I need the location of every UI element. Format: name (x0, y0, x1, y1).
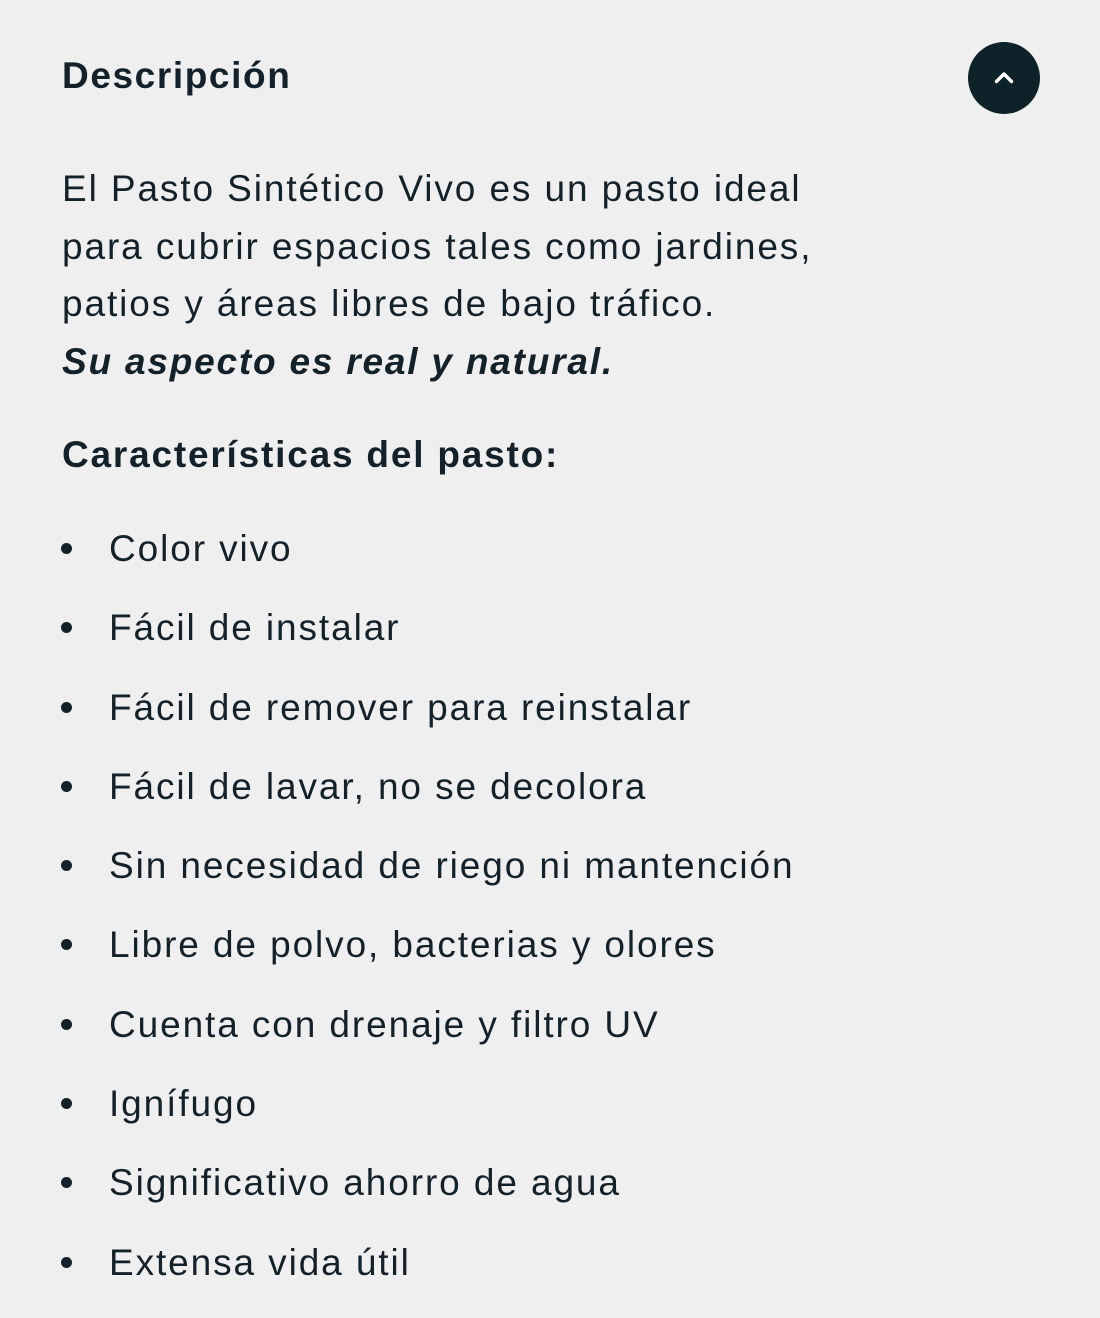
feature-item (62, 599, 794, 678)
section-title: Descripción (62, 55, 292, 96)
accordion-header[interactable] (62, 42, 1040, 114)
description-line: El Pasto Sintético Vivo es un pasto ideal (62, 168, 802, 209)
feature-text: Fácil de remover para reinstalar (109, 686, 693, 728)
bullet-icon (61, 622, 72, 633)
bullet-icon (61, 860, 72, 871)
feature-text: Fácil de lavar, no se decolora (109, 765, 648, 807)
bullet-icon (61, 1257, 72, 1268)
feature-item (62, 1075, 794, 1154)
feature-text: Color vivo (109, 528, 293, 569)
feature-text: Significativo ahorro de agua (109, 1162, 621, 1204)
bullet-icon (61, 939, 72, 950)
collapse-toggle-button[interactable] (968, 42, 1040, 114)
bullet-icon (61, 1177, 72, 1188)
feature-text: Ignífugo (109, 1083, 258, 1125)
feature-text: Cuenta con drenaje y filtro UV (109, 1003, 660, 1045)
chevron-up-icon (992, 66, 1016, 90)
bullet-icon (61, 702, 72, 713)
features-list (62, 520, 794, 1313)
product-description (62, 160, 1042, 390)
feature-item (62, 520, 794, 599)
feature-text: Fácil de instalar (109, 607, 401, 649)
bullet-icon (61, 543, 72, 554)
feature-item (62, 837, 794, 916)
feature-item (62, 1234, 794, 1313)
feature-item (62, 758, 794, 837)
feature-item (62, 916, 794, 995)
feature-text: Extensa vida útil (109, 1241, 411, 1283)
feature-text: Sin necesidad de riego ni mantención (109, 845, 795, 887)
description-emphasis: Su aspecto es real y natural. (62, 340, 614, 382)
bullet-icon (61, 781, 72, 792)
bullet-icon (61, 1019, 72, 1030)
description-line: patios y áreas libres de bajo tráfico. (62, 283, 717, 324)
feature-item (62, 679, 794, 758)
feature-item (62, 996, 794, 1075)
feature-text: Libre de polvo, bacterias y olores (109, 924, 717, 966)
bullet-icon (61, 1098, 72, 1109)
features-title: Características del pasto: (62, 434, 560, 475)
description-paragraph (62, 160, 1042, 390)
feature-item (62, 1154, 794, 1233)
description-line: para cubrir espacios tales como jardines, (62, 225, 813, 267)
